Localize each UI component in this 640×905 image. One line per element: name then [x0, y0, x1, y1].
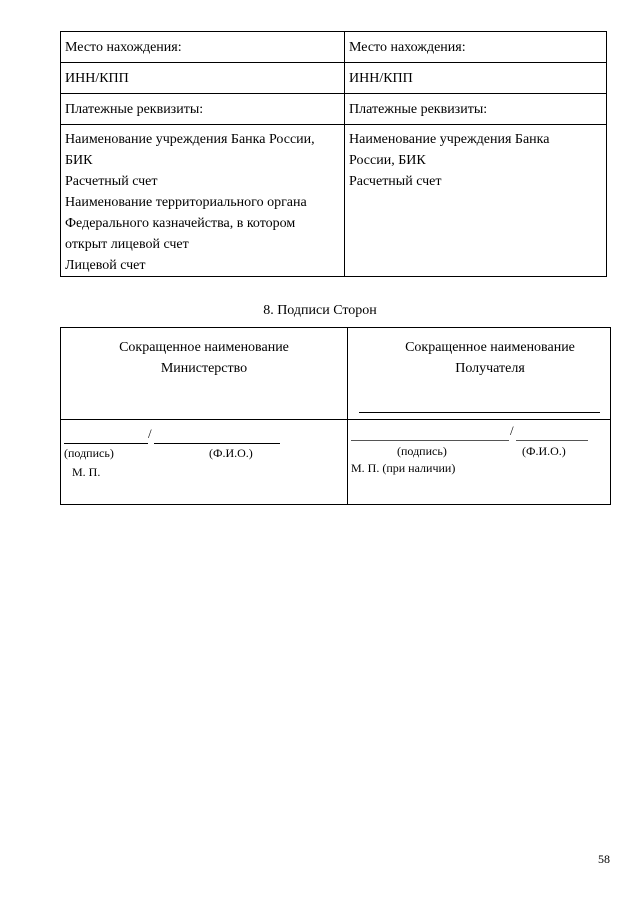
- detail-line: Лицевой счет: [65, 258, 146, 273]
- detail-line: открыт лицевой счет: [65, 237, 189, 252]
- left-podpis-label: (подпись): [64, 446, 114, 460]
- detail-line: России, БИК: [349, 153, 426, 168]
- detail-line: Наименование учреждения Банка: [349, 132, 550, 147]
- detail-line: Расчетный счет: [65, 174, 158, 189]
- inn-kpp-label-right: ИНН/КПП: [345, 63, 607, 94]
- row-divider: [61, 419, 610, 420]
- right-podpis-label: (подпись): [397, 444, 447, 458]
- left-fio-label: (Ф.И.О.): [209, 446, 253, 460]
- ministry-heading: [61, 337, 347, 379]
- detail-line: Наименование учреждения Банка России,: [65, 132, 315, 147]
- bank-details-right: [345, 125, 607, 277]
- right-fio-line: [516, 440, 588, 441]
- detail-line: Наименование территориального органа: [65, 195, 307, 210]
- signatures-table: [60, 327, 611, 505]
- recipient-name-line: [359, 412, 600, 413]
- recipient-heading: [347, 337, 633, 379]
- recipient-heading-line2: Получателя: [455, 361, 525, 376]
- table-row: [61, 125, 607, 277]
- right-signature-line: [351, 440, 509, 441]
- payment-details-label-right: Платежные реквизиты:: [345, 94, 607, 125]
- table-row: [61, 32, 607, 63]
- detail-line: Расчетный счет: [349, 174, 442, 189]
- requisites-table: [60, 31, 607, 277]
- recipient-heading-line1: Сокращенное наименование: [405, 340, 575, 355]
- inn-kpp-label-left: ИНН/КПП: [61, 63, 345, 94]
- table-row: [61, 94, 607, 125]
- right-mp-label: М. П. (при наличии): [351, 461, 456, 475]
- location-label-left: Место нахождения:: [61, 32, 345, 63]
- left-mp-label: М. П.: [72, 465, 101, 479]
- section-title: 8. Подписи Сторон: [263, 303, 377, 318]
- right-slash: /: [510, 423, 514, 438]
- table-row: [61, 63, 607, 94]
- ministry-heading-line2: Министерство: [160, 361, 248, 376]
- page-number: 58: [598, 852, 610, 866]
- bank-details-left: [61, 125, 345, 277]
- left-slash: /: [148, 426, 152, 441]
- detail-line: БИК: [65, 153, 93, 168]
- left-signature-line: [64, 443, 148, 444]
- ministry-heading-line1: Сокращенное наименование: [119, 340, 289, 355]
- left-fio-line: [154, 443, 280, 444]
- right-fio-label: (Ф.И.О.): [522, 444, 566, 458]
- location-label-right: Место нахождения:: [345, 32, 607, 63]
- payment-details-label-left: Платежные реквизиты:: [61, 94, 345, 125]
- detail-line: Федерального казначейства, в котором: [65, 216, 296, 231]
